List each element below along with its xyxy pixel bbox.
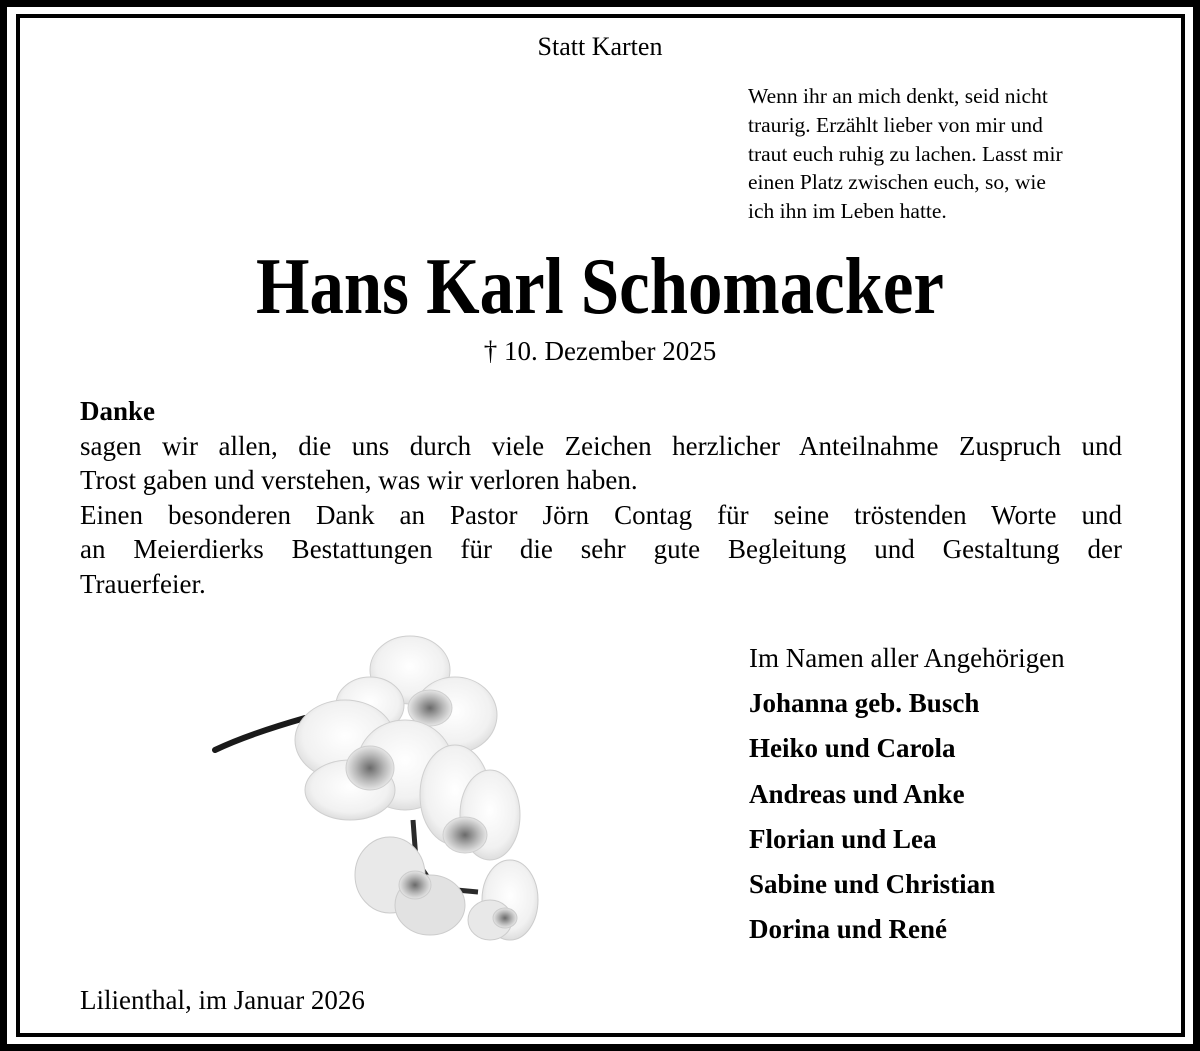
quote-line: traurig. Erzählt lieber von mir und: [748, 112, 1043, 137]
signatories: [749, 636, 1065, 952]
thanks-line: Einen besonderen Dank an Pastor Jörn Contag für seine tröstenden Worte und: [80, 499, 1122, 530]
thanks-line: Trauerfeier.: [80, 568, 206, 599]
deceased-name: Hans Karl Schomacker: [256, 243, 944, 331]
signatory-name: Andreas und Anke: [749, 778, 965, 809]
thanks-line: Trost gaben und verstehen, was wir verloren haben.: [80, 465, 638, 495]
signatory-name: Heiko und Carola: [749, 733, 956, 764]
signatory-name: Johanna geb. Busch: [749, 688, 980, 719]
signatories-intro: Im Namen aller Angehörigen: [749, 643, 1065, 673]
quote-line: einen Platz zwischen euch, so, wie: [748, 170, 1046, 195]
orchid-branch-image: [210, 630, 550, 950]
thanks-line: an Meierdierks Bestattungen für die sehr gute Begleitung und Gestaltung der: [80, 534, 1122, 564]
quote-line: ich ihn im Leben hatte.: [748, 199, 947, 224]
quote-line: traut euch ruhig zu lachen. Lasst mir: [748, 141, 1063, 166]
header-note: Statt Karten: [537, 32, 663, 61]
thanks-heading: Danke: [80, 396, 156, 426]
death-date-line: [0, 334, 1200, 368]
memorial-quote: [748, 82, 1128, 226]
signatory-name: Florian und Lea: [749, 823, 937, 854]
deceased-name-heading: [0, 244, 1200, 330]
signatory-name: Sabine und Christian: [749, 869, 996, 900]
cross-icon: †: [483, 336, 498, 366]
signatory-name: Dorina und René: [749, 914, 948, 945]
thanks-line: sagen wir allen, die uns durch viele Zeichen herzlicher Anteilnahme Zuspruch und: [80, 430, 1122, 461]
death-date: 10. Dezember 2025: [504, 336, 717, 366]
place-and-date: Lilienthal, im Januar 2026: [80, 985, 365, 1015]
thanks-text: [80, 394, 1122, 601]
quote-line: Wenn ihr an mich denkt, seid nicht: [748, 84, 1048, 108]
